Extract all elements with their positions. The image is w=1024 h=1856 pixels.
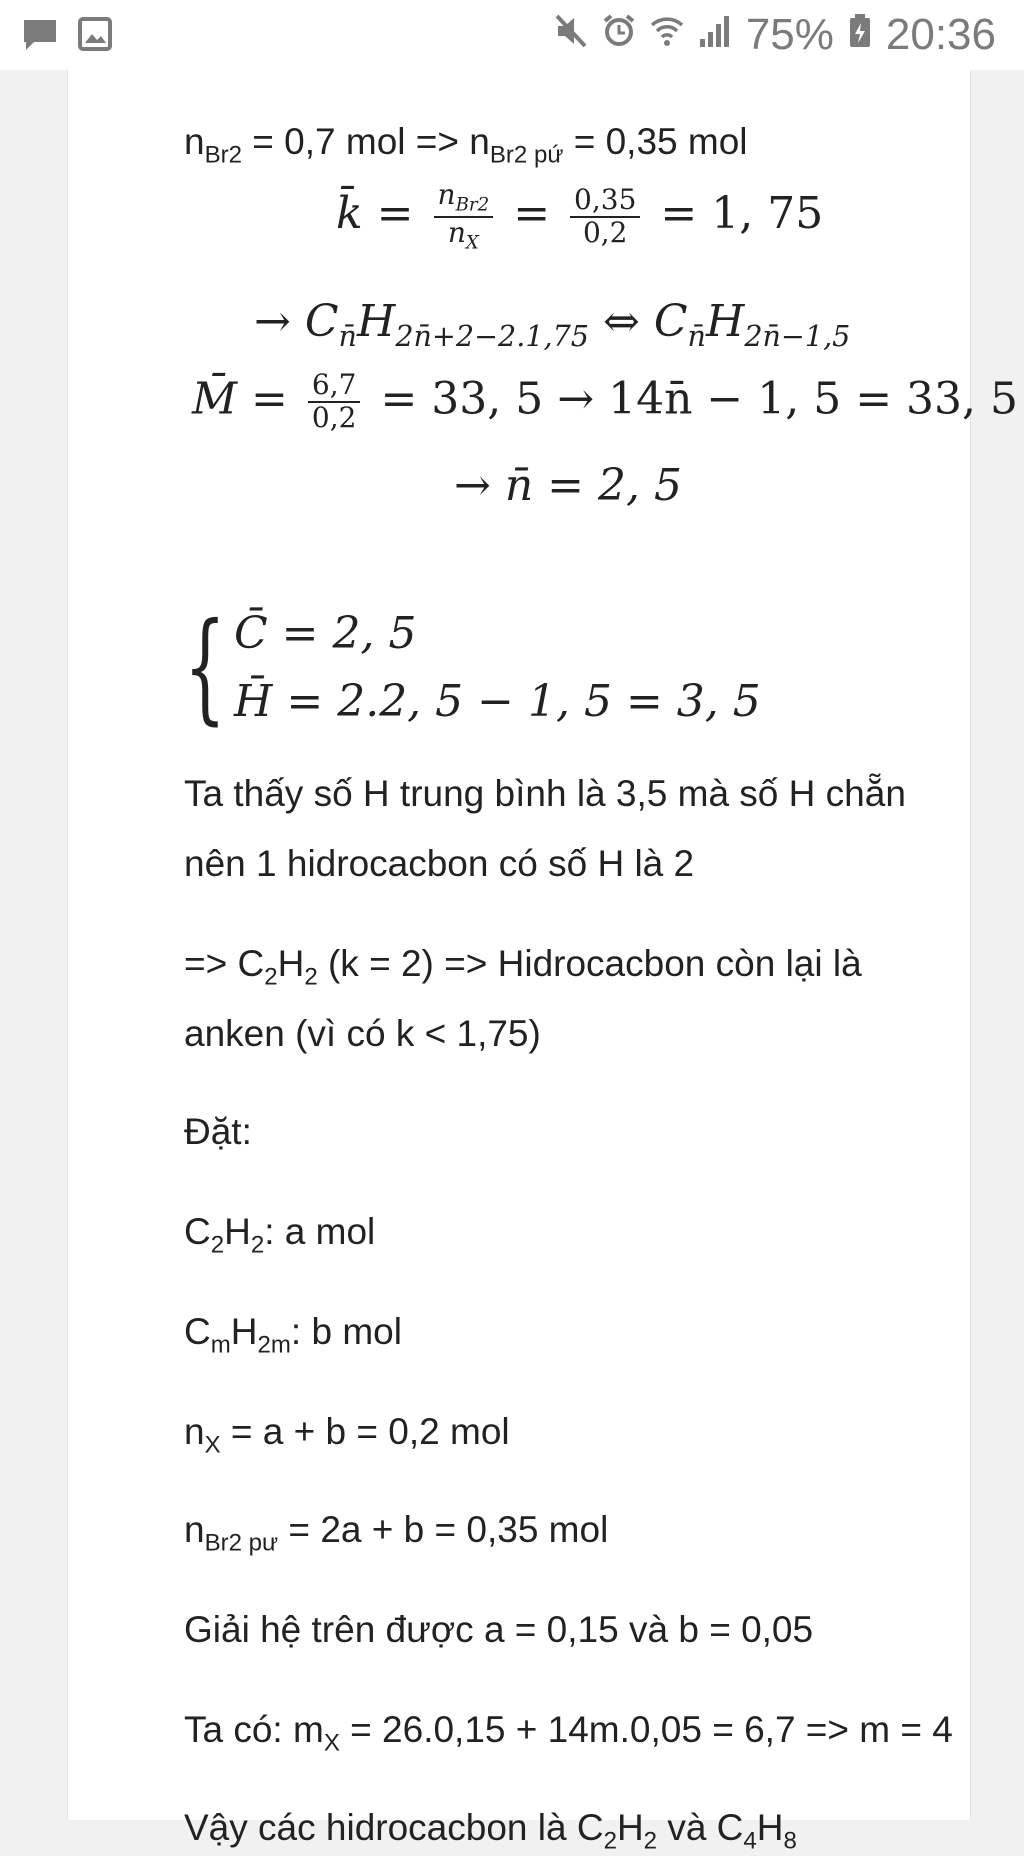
paragraph-2: nên 1 hidrocacbon có số H là 2 (184, 843, 695, 884)
paragraph-cmh2m: $C_mH_{2m}$: b mol (184, 1311, 402, 1359)
paragraph-solve: Giải hệ trên được a = 0,15 và b = 0,05 (184, 1609, 814, 1650)
paragraph-4: anken (vì có k < 1,75) (184, 1013, 541, 1054)
status-bar (0, 0, 1024, 70)
message-icon (22, 16, 58, 57)
equation-h-bar: H̄ = 2.2, 5 − 1, 5 = 3, 5 (234, 676, 761, 727)
alarm-icon (602, 10, 636, 60)
paragraph-mx: Ta có: $m_X = 26.0,15 + 14m.0,05 = 6,7 => m = 4$ (184, 1709, 953, 1757)
answer-card (67, 70, 1019, 1855)
equation-n-bar: → n̄ = 2, 5 (454, 460, 682, 511)
image-icon (78, 16, 112, 57)
equation-formula: → $C_{n̄}H_{2n̄+2-2.1,75}$ ⇔ $C_{n̄}H_{2n̄-1,5}$ (254, 296, 851, 353)
paragraph-nbr2: $n_{Br2 pư} = 2a + b = 0,35$ mol (184, 1509, 609, 1557)
equation-c-bar: C̄ = 2, 5 (234, 608, 417, 659)
equation-k: k̄ = $\frac{n_{Br2}}{n_X}$ = $\frac{0,35}{0,2}$ = 1, 75 (336, 178, 824, 254)
signal-icon (698, 10, 732, 60)
mute-icon (554, 10, 588, 60)
paragraph-3: => $C_2H_2$ (k = 2) => Hidrocacbon còn lại là (184, 943, 862, 991)
paragraph-c2h2: $C_2H_2$: a mol (184, 1211, 376, 1259)
clock-time: 20:36 (885, 10, 996, 59)
equation-molar-mass: M̄ = $\frac{6,7}{0,2}$ = 33, 5 → 14n̄ − 1, 5 = 33, 5 (192, 368, 1019, 434)
paragraph-conclusion: Vậy các hidrocacbon là $C_2H_2$ và $C_4H_8$ (184, 1807, 797, 1855)
wifi-icon (650, 10, 684, 60)
battery-icon (848, 10, 872, 60)
paragraph-1: Ta thấy số H trung bình là 3,5 mà số H chẵn (184, 773, 906, 814)
system-brace: { (184, 598, 226, 737)
line-n-br2: $n_{Br2} = 0,7$ mol => $n_{Br2 pứ} = 0,35$ mol (184, 121, 748, 169)
paragraph-nx: $n_X = a + b = 0,2$ mol (184, 1411, 510, 1459)
battery-percent: 75% (745, 10, 834, 59)
paragraph-dat: Đặt: (184, 1111, 252, 1152)
